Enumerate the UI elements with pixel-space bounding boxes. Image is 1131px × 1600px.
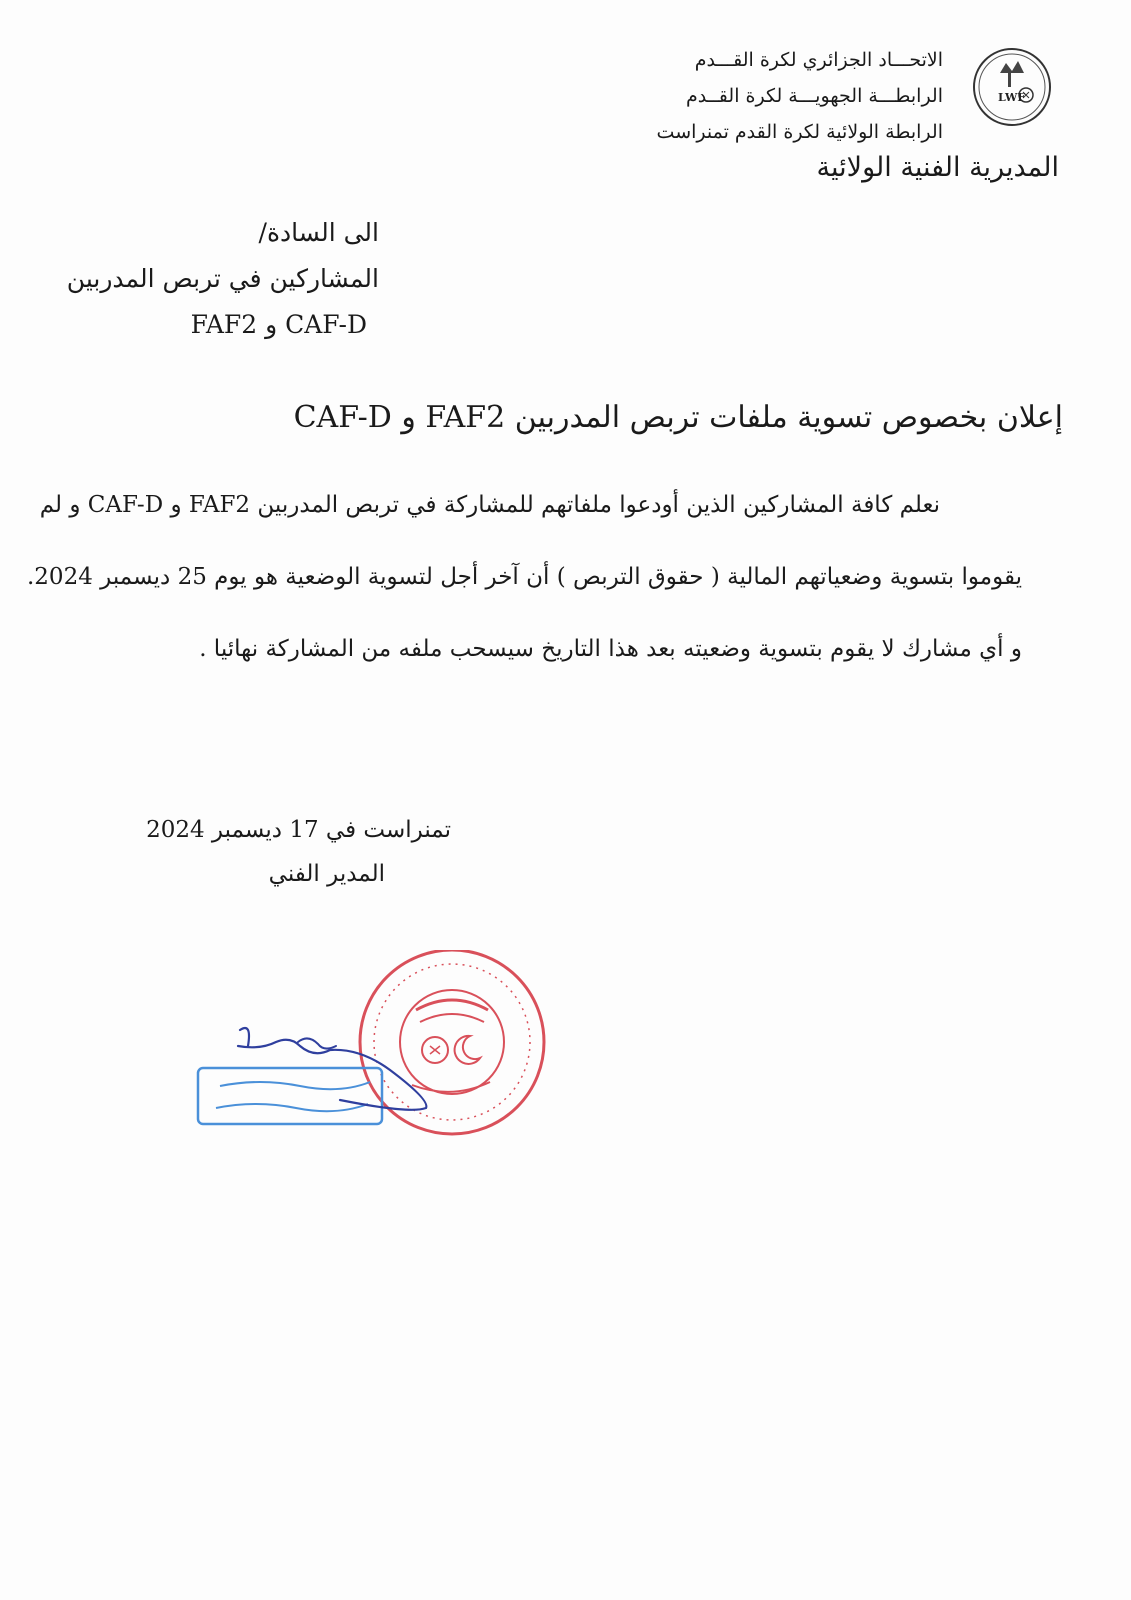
body-line-3: و أي مشارك لا يقوم بتسوية وضعيته بعد هذا التاريخ سيسحب ملفه من المشاركة نهائيا . (199, 636, 1022, 662)
logo-text: LWF (998, 91, 1026, 104)
letterhead (583, 42, 943, 150)
closing-block (146, 808, 451, 896)
subject-line: إعلان بخصوص تسوية ملفات تربص المدربين FAF2 و CAF-D (293, 400, 1063, 435)
recipient-participants: المشاركين في تربص المدربين (66, 264, 379, 293)
stamp-and-signature (190, 950, 550, 1150)
recipient-courses: CAF-D و FAF2 (190, 310, 367, 339)
body-line-2: يقوموا بتسوية وضعياتهم المالية ( حقوق التربص ) أن آخر أجل لتسوية الوضعية هو يوم 25 ديسمبر 2024. (26, 564, 1022, 590)
letterhead-regional-league: الرابطـــة الجهويـــة لكرة القــدم (685, 85, 943, 107)
recipient-block (66, 210, 379, 348)
director-name-stamp (198, 1068, 382, 1124)
body-paragraph (26, 485, 1030, 701)
body-line-1: نعلم كافة المشاركين الذين أودعوا ملفاتهم للمشاركة في تربص المدربين FAF2 و CAF-D و لم (39, 492, 940, 518)
place-date: تمنراست في 17 ديسمبر 2024 (146, 817, 451, 843)
league-logo (970, 45, 1054, 129)
directorate-heading: المديرية الفنية الولائية (816, 152, 1059, 183)
letterhead-federation: الاتحـــاد الجزائري لكرة القـــدم (694, 49, 943, 71)
recipient-salutation: الى السادة/ (258, 218, 379, 247)
signatory-title: المدير الفني (268, 861, 385, 887)
official-round-stamp (360, 950, 544, 1134)
letterhead-wilaya-league: الرابطة الولائية لكرة القدم تمنراست (656, 121, 943, 143)
